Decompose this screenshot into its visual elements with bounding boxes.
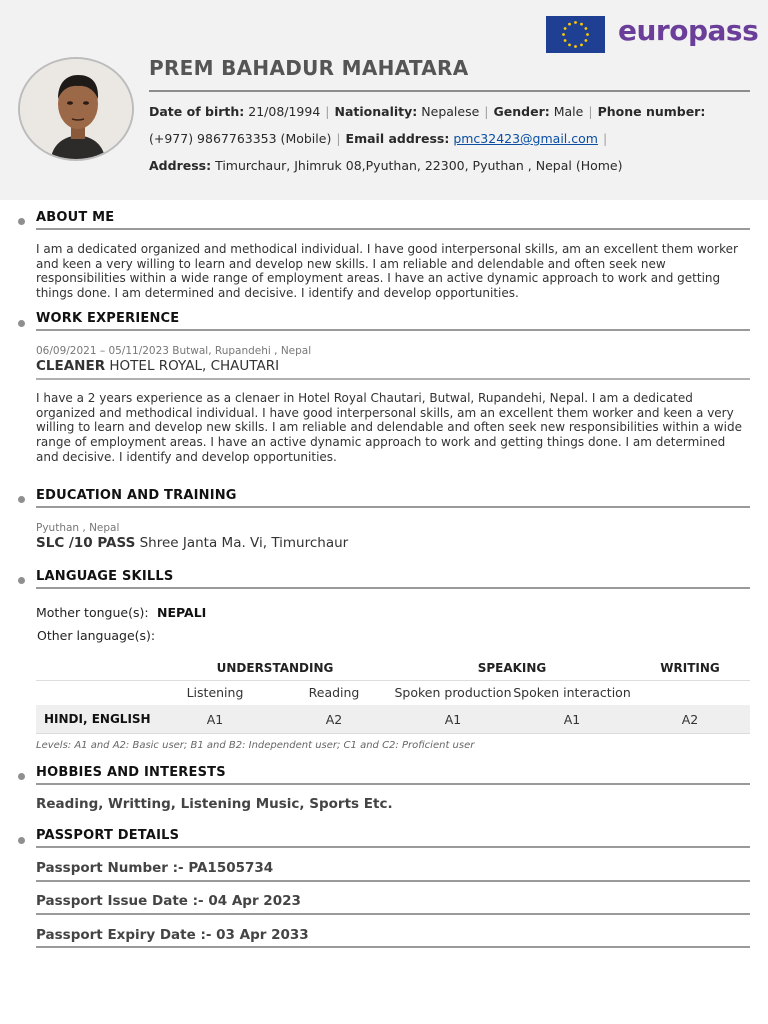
bullet-icon bbox=[18, 218, 25, 225]
separator: | bbox=[484, 104, 489, 119]
work-role: CLEANER bbox=[36, 358, 106, 374]
work-divider bbox=[36, 329, 750, 331]
dob-value: 21/08/1994 bbox=[248, 104, 321, 119]
table-line bbox=[36, 680, 750, 681]
header-understanding: UNDERSTANDING bbox=[216, 661, 334, 675]
cell-spoken-interaction: A1 bbox=[563, 712, 581, 727]
about-title: ABOUT ME bbox=[36, 210, 115, 225]
person-photo-icon bbox=[20, 59, 134, 161]
header-writing: WRITING bbox=[660, 661, 720, 675]
education-qualification: SLC /10 PASS bbox=[36, 535, 136, 551]
work-entry-divider bbox=[36, 378, 750, 380]
address-value: Timurchaur, Jhimruk 08,Pyuthan, 22300, Pyuthan , Nepal (Home) bbox=[215, 158, 623, 173]
subheader-spoken-production: Spoken production bbox=[394, 685, 512, 700]
passport-number-divider bbox=[36, 880, 750, 882]
passport-title: PASSPORT DETAILS bbox=[36, 828, 180, 843]
bullet-icon bbox=[18, 577, 25, 584]
work-title: WORK EXPERIENCE bbox=[36, 311, 180, 326]
bullet-icon bbox=[18, 320, 25, 327]
info-line-3 bbox=[149, 158, 623, 173]
mother-tongue-value: NEPALI bbox=[157, 605, 207, 620]
subheader-spoken-interaction: Spoken interaction bbox=[513, 685, 631, 700]
other-language-label: Other language(s): bbox=[37, 628, 156, 643]
separator: | bbox=[336, 131, 341, 146]
bullet-icon bbox=[18, 837, 25, 844]
cell-listening: A1 bbox=[206, 712, 224, 727]
gender-value: Male bbox=[553, 104, 584, 119]
about-text: I am a dedicated organized and methodical individual. I have good interpersonal skills, am an excellent them worker and keen a very willing to learn and develop new skills. I am reliable and delendable and often seek new responsibilities within a wide range of employment areas. I have an active dynamic approach to work and getting things done. I am determined and decisive. I identify and develop opportunities. bbox=[36, 242, 738, 301]
work-employer: HOTEL ROYAL, CHAUTARI bbox=[109, 358, 280, 374]
separator: | bbox=[325, 104, 330, 119]
passport-expiry-divider bbox=[36, 946, 750, 948]
name-divider bbox=[149, 90, 750, 92]
work-meta: 06/09/2021 – 05/11/2023 Butwal, Rupandehi , Nepal bbox=[36, 345, 312, 357]
europass-logo-text: europass bbox=[618, 14, 759, 47]
hobbies-title: HOBBIES AND INTERESTS bbox=[36, 765, 226, 780]
gender-label: Gender: bbox=[493, 104, 550, 119]
education-line bbox=[36, 535, 348, 551]
passport-issue-date: Passport Issue Date :- 04 Apr 2023 bbox=[36, 893, 301, 909]
separator: | bbox=[588, 104, 593, 119]
work-text: I have a 2 years experience as a clenaer in Hotel Royal Chautari, Butwal, Rupandehi, Nepal. I am a dedicated organized and methodical individual. I have good interpersonal skills, am an excellent them worker and keen a very willing to learn and develop new skills. I am reliable and delendable and often seek new responsibilities within a wide range of employment areas. I have an active dynamic approach to work and getting things done. I am determined and decisive. I identify and develop opportunities. bbox=[36, 391, 742, 464]
phone-label: Phone number: bbox=[597, 104, 706, 119]
nationality-value: Nepalese bbox=[421, 104, 480, 119]
subheader-reading: Reading bbox=[308, 685, 360, 700]
passport-issue-divider bbox=[36, 913, 750, 915]
education-divider bbox=[36, 506, 750, 508]
language-divider bbox=[36, 587, 750, 589]
info-line-2 bbox=[149, 131, 612, 146]
cell-reading: A2 bbox=[325, 712, 343, 727]
address-label: Address: bbox=[149, 158, 212, 173]
email-label: Email address: bbox=[345, 131, 450, 146]
bullet-icon bbox=[18, 773, 25, 780]
dob-label: Date of birth: bbox=[149, 104, 245, 119]
phone-value: (+977) 9867763353 (Mobile) bbox=[149, 131, 332, 146]
language-title: LANGUAGE SKILLS bbox=[36, 569, 174, 584]
language-levels-legend: Levels: A1 and A2: Basic user; B1 and B2: Independent user; C1 and C2: Proficient user bbox=[36, 740, 475, 751]
bullet-icon bbox=[18, 496, 25, 503]
nationality-label: Nationality: bbox=[334, 104, 418, 119]
mother-tongue-label: Mother tongue(s): bbox=[36, 605, 149, 620]
work-role-line bbox=[36, 358, 279, 374]
passport-number: Passport Number :- PA1505734 bbox=[36, 860, 274, 876]
hobbies-text: Reading, Writting, Listening Music, Sports Etc. bbox=[36, 796, 393, 812]
header-speaking: SPEAKING bbox=[477, 661, 547, 675]
subheader-listening: Listening bbox=[186, 685, 244, 700]
eu-flag-icon bbox=[546, 16, 605, 53]
email-link[interactable]: pmc32423@gmail.com bbox=[453, 131, 598, 146]
language-name: HINDI, ENGLISH bbox=[44, 712, 151, 726]
hobbies-divider bbox=[36, 783, 750, 785]
about-divider bbox=[36, 228, 750, 230]
info-line-1 bbox=[149, 104, 705, 119]
cell-writing: A2 bbox=[681, 712, 699, 727]
cell-spoken-production: A1 bbox=[444, 712, 462, 727]
person-name: PREM BAHADUR MAHATARA bbox=[149, 56, 469, 80]
passport-divider bbox=[36, 846, 750, 848]
separator: | bbox=[602, 131, 608, 146]
education-title: EDUCATION AND TRAINING bbox=[36, 488, 237, 503]
passport-expiry-date: Passport Expiry Date :- 03 Apr 2033 bbox=[36, 927, 309, 943]
profile-photo bbox=[18, 57, 134, 161]
education-school: Shree Janta Ma. Vi, Timurchaur bbox=[139, 535, 349, 551]
education-meta: Pyuthan , Nepal bbox=[36, 522, 120, 534]
